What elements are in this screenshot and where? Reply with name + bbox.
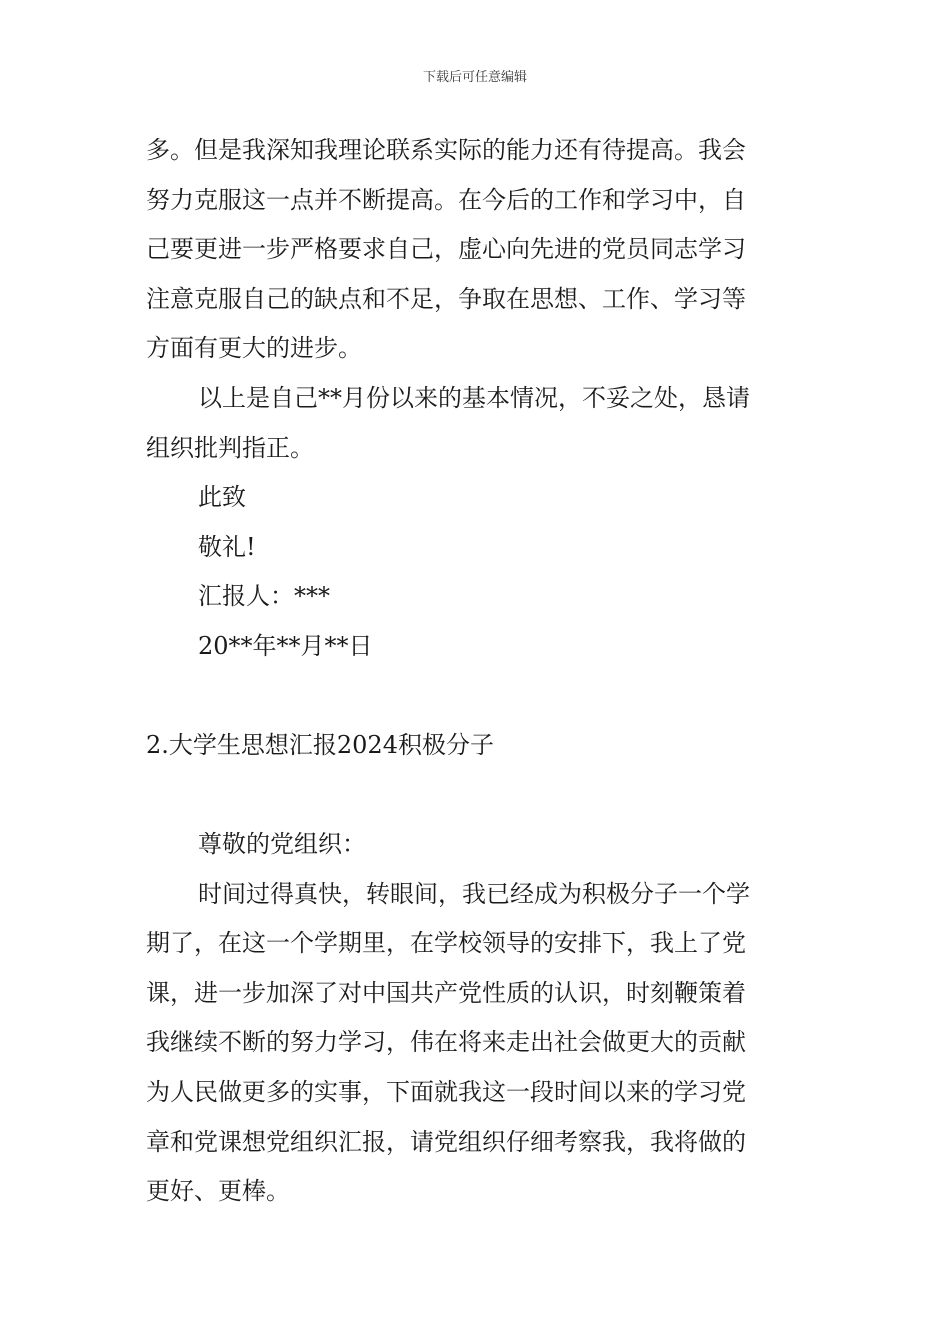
page-header: 下载后可任意编辑 <box>422 70 527 85</box>
text-line: 章和党课想党组织汇报，请党组织仔细考察我，我将做的 <box>146 1127 746 1156</box>
text-line: 努力克服这一点并不断提高。在今后的工作和学习中，自 <box>146 185 746 214</box>
greeting-text: 尊敬的党组织： <box>198 830 366 858</box>
text-line: 组织批判指正。 <box>146 433 314 462</box>
section-title <box>146 721 806 771</box>
text-line: 我继续不断的努力学习，伟在将来走出社会做更大的贡献 <box>146 1028 746 1057</box>
text-line: 更好、更棒。 <box>146 1177 290 1206</box>
text-line: 方面有更大的进步。 <box>146 334 362 363</box>
text-line: 多。但是我深知我理论联系实际的能力还有待提高。我会 <box>146 136 746 164</box>
section1-paragraph-1 <box>146 126 806 374</box>
section2-body <box>146 820 806 1217</box>
salute-text: 敬礼! <box>198 532 256 561</box>
reporter-text: 汇报人：*** <box>198 582 330 611</box>
section1-paragraph-2 <box>146 374 806 473</box>
text-line: 时间过得真快，转眼间，我已经成为积极分子一个学 <box>198 879 750 908</box>
text-line: 期了，在这一个学期里，在学校领导的安排下，我上了党 <box>146 929 746 958</box>
text-line: 以上是自己**月份以来的基本情况，不妥之处，恳请 <box>198 384 750 412</box>
closing-text: 此致 <box>198 483 246 511</box>
date-text: 20**年**月**日 <box>198 631 373 660</box>
section-2-title: 2.大学生思想汇报2024积极分子 <box>146 731 494 759</box>
text-line: 注意克服自己的缺点和不足，争取在思想、工作、学习等 <box>146 284 746 313</box>
text-line: 课，进一步加深了对中国共产党性质的认识，时刻鞭策着 <box>146 978 746 1007</box>
closing-block <box>146 473 806 671</box>
text-line: 己要更进一步严格要求自己，虚心向先进的党员同志学习 <box>146 235 746 264</box>
text-line: 为人民做更多的实事，下面就我这一段时间以来的学习党 <box>146 1077 746 1106</box>
